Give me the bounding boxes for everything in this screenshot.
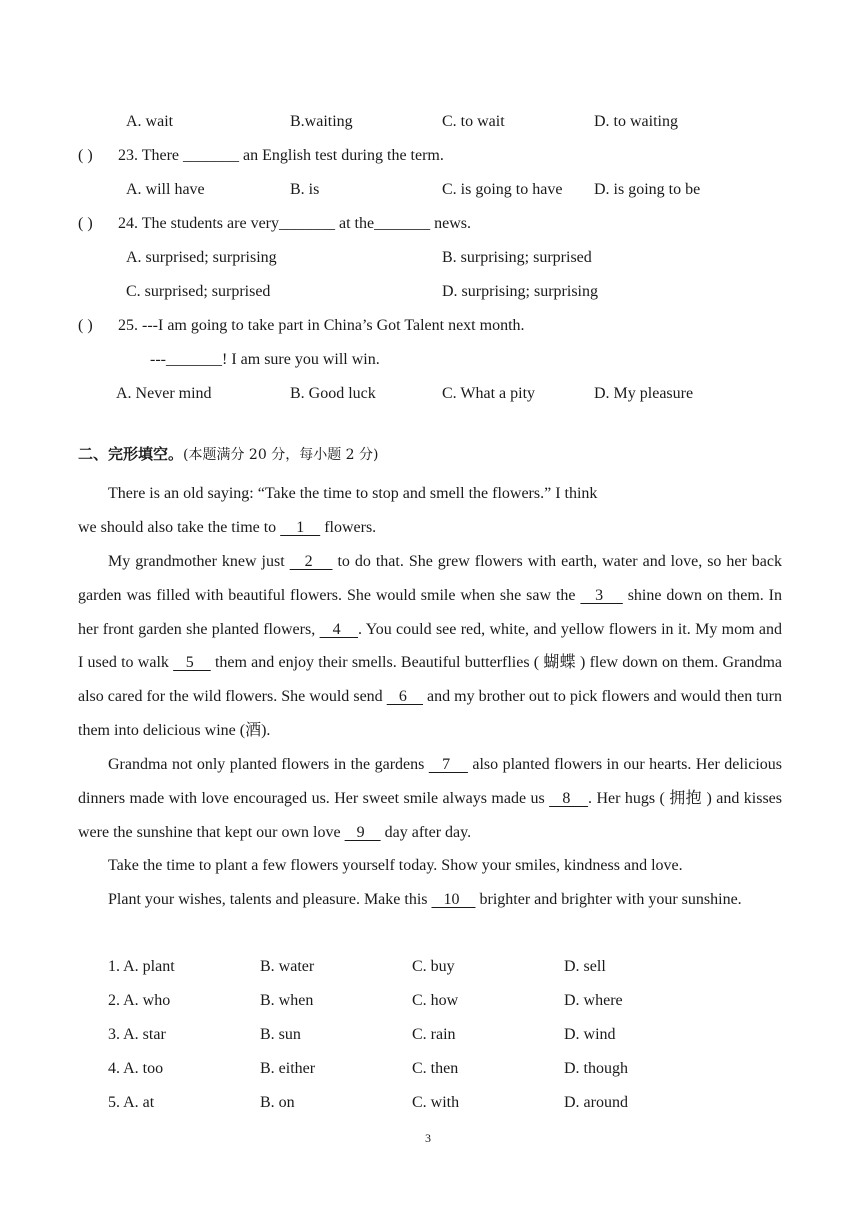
- blank-4: 4: [319, 620, 358, 638]
- option-row-5-d: D. around: [564, 1094, 628, 1111]
- section-scoring-note: (本题满分 20 分，每小题 2 分): [183, 447, 379, 463]
- passage-text: Grandma not only planted flowers in the gardens: [108, 756, 429, 773]
- passage-text: also planted flowers in our hearts. Her delicious dinners made with love encouraged us. Her sweet smile always made us: [78, 756, 783, 807]
- option-row-2-c: C. how: [412, 992, 459, 1009]
- passage-text: brighter and brighter with your sunshine.: [475, 891, 742, 908]
- blank-2: 2: [289, 553, 333, 570]
- q23-option-c: C. is going to have: [442, 181, 563, 198]
- q22-option-b: B.waiting: [290, 113, 353, 130]
- q22-option-c: C. to wait: [442, 113, 505, 130]
- blank-9: 9: [344, 823, 381, 841]
- q25-option-c: C. What a pity: [442, 385, 536, 402]
- option-row-5-b: B. on: [260, 1094, 295, 1111]
- passage-p3: [78, 748, 782, 849]
- q25-answer-paren: ( ): [78, 317, 93, 334]
- passage-p4: Take the time to plant a few flowers yourself today. Show your smiles, kindness and love.: [108, 857, 683, 874]
- passage-p2: [78, 545, 782, 748]
- q24-option-b: B. surprising; surprised: [442, 249, 592, 266]
- q25-option-b: B. Good luck: [290, 385, 376, 402]
- blank-7: 7: [428, 756, 468, 773]
- q24-option-d: D. surprising; surprising: [442, 283, 598, 300]
- q22-option-a: A. wait: [126, 113, 174, 130]
- option-row-4-d: D. though: [564, 1060, 628, 1077]
- section-heading: [78, 444, 378, 465]
- q25-option-d: D. My pleasure: [594, 385, 694, 402]
- passage-text: My grandmother knew just: [108, 553, 290, 570]
- blank-5: 5: [173, 654, 211, 672]
- passage-text: to do that. She grew flowers with earth, water and love, so her back garden was filled with beautiful flowers. She would smile when she saw the: [78, 553, 783, 604]
- passage-text: shine down on them. In her front garden she planted flowers,: [78, 586, 783, 638]
- q24-stem: 24. The students are very_______ at the_______ news.: [118, 215, 471, 232]
- q23-stem: 23. There _______ an English test during the term.: [118, 147, 444, 164]
- q23-option-d: D. is going to be: [594, 181, 701, 198]
- q23-option-b: B. is: [290, 181, 320, 198]
- passage-p1-line2: [78, 518, 376, 538]
- option-row-1-c: C. buy: [412, 958, 455, 975]
- passage-text: Plant your wishes, talents and pleasure. Make this: [108, 891, 432, 908]
- option-row-1-b: B. water: [260, 958, 315, 975]
- q25-reply: ---_______! I am sure you will win.: [150, 351, 380, 368]
- option-row-1-a: 1. A. plant: [108, 958, 175, 975]
- blank-8: 8: [549, 789, 589, 807]
- passage-text: flowers.: [320, 519, 377, 536]
- q25-stem: 25. ---I am going to take part in China’s Got Talent next month.: [118, 317, 525, 334]
- passage-text: day after day.: [380, 823, 472, 841]
- passage-text: them and enjoy their smells. Beautiful butterflies ( 蝴蝶 ) flew down on them. Grandma also cared for the wild flowers. She would send: [78, 654, 783, 706]
- passage-text: . Her hugs ( 拥抱 ) and kisses were the sunshine that kept our own love: [78, 789, 783, 841]
- passage-text: . You could see red, white, and yellow flowers in it. My mom and I used to walk: [78, 620, 783, 672]
- blank-3: 3: [580, 586, 623, 604]
- option-row-3-b: B. sun: [260, 1026, 301, 1043]
- q24-option-a: A. surprised; surprising: [126, 249, 277, 266]
- q24-option-c: C. surprised; surprised: [126, 283, 271, 300]
- option-row-2-d: D. where: [564, 992, 623, 1009]
- section-title: 二、完形填空。: [78, 445, 184, 463]
- option-row-5-c: C. with: [412, 1094, 460, 1111]
- option-row-3-c: C. rain: [412, 1026, 456, 1043]
- q22-option-d: D. to waiting: [594, 113, 678, 130]
- passage-p5: [78, 883, 782, 917]
- passage-p1-line1: There is an old saying: “Take the time to stop and smell the flowers.” I think: [108, 485, 598, 502]
- blank-1: 1: [280, 519, 321, 536]
- option-row-3-a: 3. A. star: [108, 1026, 166, 1043]
- q25-option-a: A. Never mind: [116, 385, 212, 402]
- q24-answer-paren: ( ): [78, 215, 93, 232]
- option-row-5-a: 5. A. at: [108, 1094, 155, 1111]
- option-row-4-a: 4. A. too: [108, 1060, 164, 1077]
- page-number: 3: [425, 1131, 431, 1145]
- blank-10: 10: [431, 891, 476, 908]
- option-row-2-a: 2. A. who: [108, 992, 171, 1009]
- q23-option-a: A. will have: [126, 181, 205, 198]
- option-row-4-c: C. then: [412, 1060, 459, 1077]
- q23-answer-paren: ( ): [78, 147, 93, 164]
- blank-6: 6: [386, 688, 423, 706]
- passage-text: and my brother out to pick flowers and would then turn them into delicious wine (酒).: [78, 688, 783, 739]
- option-row-1-d: D. sell: [564, 958, 606, 975]
- passage-text: we should also take the time to: [78, 519, 281, 536]
- option-row-2-b: B. when: [260, 992, 314, 1009]
- option-row-4-b: B. either: [260, 1060, 316, 1077]
- option-row-3-d: D. wind: [564, 1026, 616, 1043]
